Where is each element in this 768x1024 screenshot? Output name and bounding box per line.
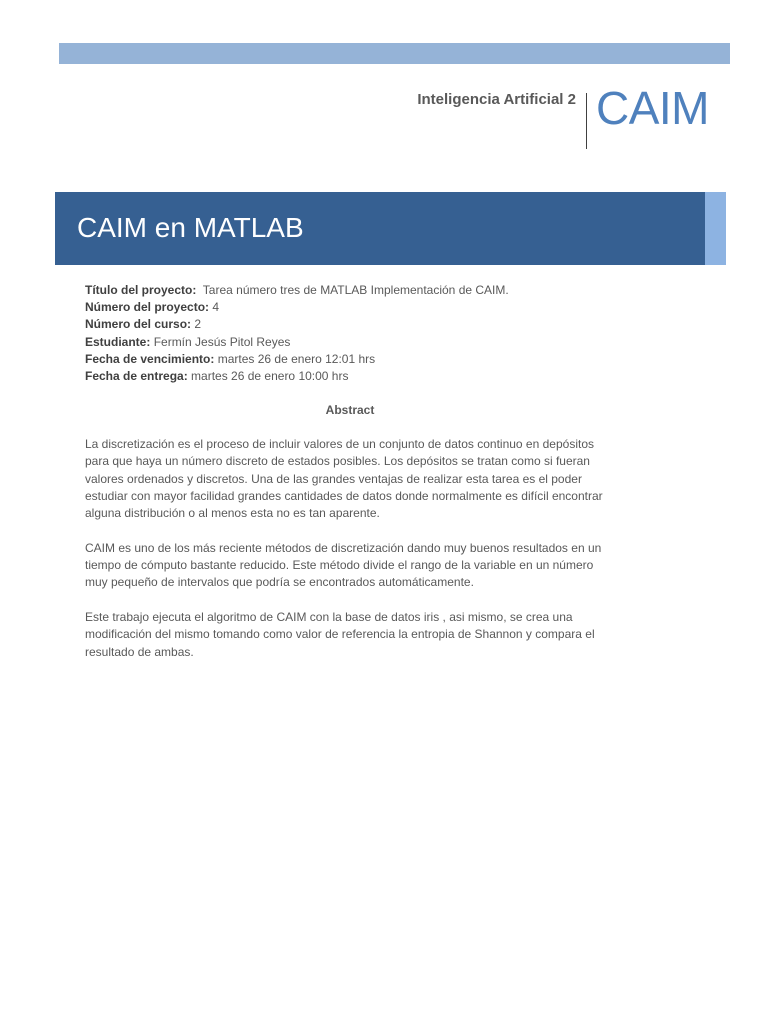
student-label: Estudiante: bbox=[85, 334, 151, 349]
project-info bbox=[85, 282, 625, 385]
student-value: Fermín Jesús Pitol Reyes bbox=[153, 334, 291, 349]
course-number-row bbox=[85, 316, 625, 333]
document-title: CAIM en MATLAB bbox=[77, 212, 304, 243]
brand-title: CAIM bbox=[596, 82, 709, 134]
header-band bbox=[59, 43, 730, 64]
course-number-value: 2 bbox=[194, 317, 202, 332]
project-number-row bbox=[85, 299, 625, 316]
due-date-value: martes 26 de enero 12:01 hrs bbox=[217, 351, 376, 366]
project-number-label: Número del proyecto: bbox=[85, 300, 210, 315]
course-name: Inteligencia Artificial 2 bbox=[417, 91, 576, 108]
abstract-paragraph: Este trabajo ejecuta el algoritmo de CAIM con la base de datos iris , asi mismo, se crea una modificación del mismo tomando como valor de referencia la entropia de Shannon y compara el resultado de ambas. bbox=[85, 609, 595, 659]
project-title-label: Título del proyecto: bbox=[85, 283, 197, 297]
project-title-row bbox=[85, 282, 625, 299]
delivery-date-label: Fecha de entrega: bbox=[85, 369, 188, 384]
course-number-label: Número del curso: bbox=[85, 317, 192, 332]
student-row bbox=[85, 334, 625, 351]
abstract-body bbox=[85, 436, 615, 678]
due-date-row bbox=[85, 351, 625, 368]
abstract-heading: Abstract bbox=[325, 403, 375, 417]
delivery-date-row bbox=[85, 368, 625, 385]
abstract-paragraph: La discretización es el proceso de incluir valores de un conjunto de datos continuo en depósitos para que haya un número discreto de estados posibles. Los depósitos se tratan como si fueran valores ordenados y discretos. Una de las grandes ventajas de realizar esta tarea es el poder estudiar con mayor facilidad grandes cantidades de datos donde normalmente es difícil encontrar alguna distribución o al menos esta no es tan aparente. bbox=[85, 437, 603, 521]
project-title-value: Tarea número tres de MATLAB Implementación de CAIM. bbox=[202, 283, 509, 297]
due-date-label: Fecha de vencimiento: bbox=[85, 351, 215, 366]
abstract-paragraph: CAIM es uno de los más reciente métodos de discretización dando muy buenos resultados en un tiempo de cómputo bastante reducido. Este método divide el rango de la variable en un número muy pequeño de intervalos que podría se encontrados automáticamente. bbox=[85, 540, 602, 590]
header-divider bbox=[586, 93, 587, 149]
delivery-date-value: martes 26 de enero 10:00 hrs bbox=[191, 369, 349, 384]
title-bar-accent bbox=[705, 192, 726, 265]
project-number-value: 4 bbox=[212, 300, 220, 315]
